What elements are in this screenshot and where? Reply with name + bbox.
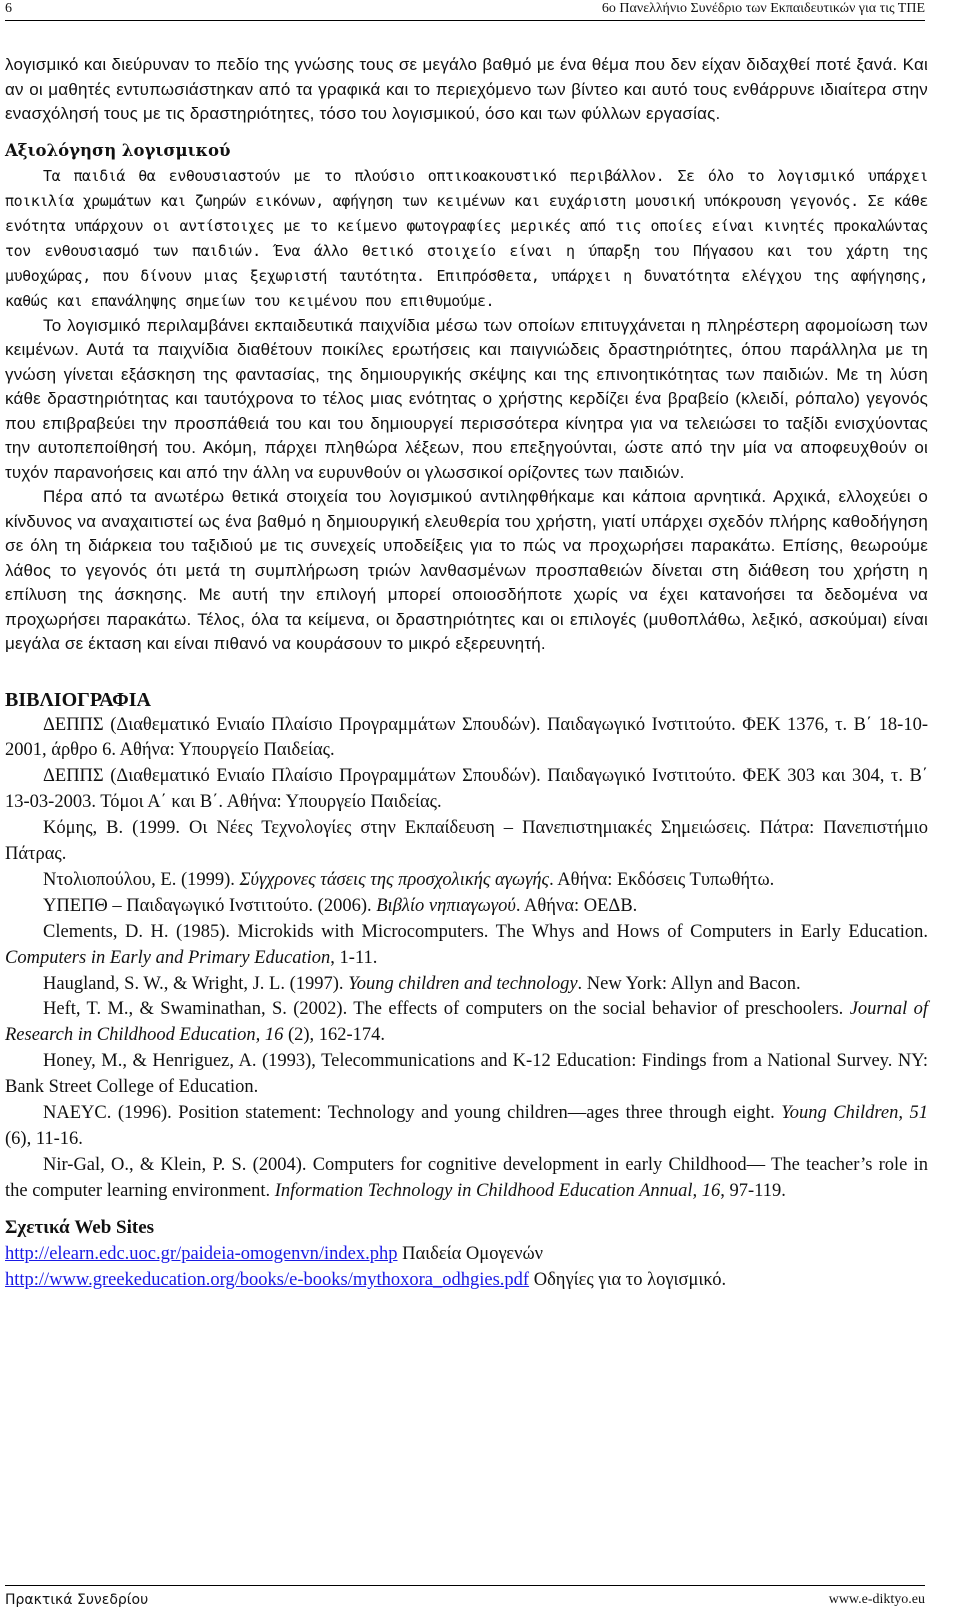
- evaluation-heading: Αξιολόγηση λογισμικού: [5, 140, 231, 160]
- website-link[interactable]: http://www.greekeducation.org/books/e-books/mythoxora_odhgies.pdf: [5, 1269, 530, 1290]
- reference-item: Heft, T. M., & Swaminathan, S. (2002). The effects of computers on the social behavior of preschoolers. Journal of Research in Childhood Education, 16 (2), 162-174.: [5, 999, 928, 1046]
- page-body: [5, 53, 928, 1293]
- website-list: [5, 1241, 928, 1293]
- page-number: 6: [5, 1, 12, 16]
- evaluation-paragraph-2: Το λογισμικό περιλαμβάνει εκπαιδευτικά παιχνίδια μέσω των οποίων επιτυγχάνεται η πληρέστερη αφομοίωση των κειμένων. Αυτά τα παιχνίδια διαθέτουν ποικίλες ερωτήσεις και παιγνιώδεις δραστηριότητες, όπου παράλληλα με τη γνώση γίνεται εξάσκηση της φαντασίας, της δημιουργικής σκέψης και της επινοητικότητας των παιδιών. Με τη λύση κάθε δραστηριότητας και ταυτόχρονα το τέλος μιας ενότητας ο χρήστης κερδίζει ένα βραβείο (κλειδί, ρόπαλο) γεγονός που επιβραβεύει την προσπάθειά του και του δημιουργεί περισσότερα κίνητρα για να τελειώσει το ταξίδι ενισχύοντας την αυτοπεποίθησή του. Ακόμη, πάρχει πληθώρα λέξεων, που επεξηγούνται, ώστε από την μία να αποφευχθούν οι τυχόν παρανοήσεις και από την άλλη να ευρυνθούν οι γλωσσικοί ορίζοντες των παιδιών.: [5, 315, 928, 482]
- website-description: Οδηγίες για το λογισμικό.: [529, 1269, 727, 1290]
- website-link[interactable]: http://elearn.edc.uoc.gr/paideia-omogenvn/index.php: [5, 1243, 398, 1264]
- website-description: Παιδεία Ομογενών: [397, 1243, 543, 1264]
- evaluation-paragraph-3: Πέρα από τα ανωτέρω θετικά στοιχεία του λογισμικού αντιληφθήκαμε και κάποια αρνητικά. Αρχικά, ελλοχεύει ο κίνδυνος να αναχαιτιστεί ως ένα βαθμό η δημιουργική ελευθερία του χρήστη, γιατί υπάρχει σχεδόν πλήρης καθοδήγηση σε όλη τη διάρκεια του ταξιδιού με τις συνεχείς υποδείξεις για το πώς να προχωρήσει παρακάτω. Επίσης, θεωρούμε λάθος το γεγονός ότι μετά τη συμπλήρωση τριών λανθασμένων προσπαθειών δίνεται στη διάθεση του χρήστη η επίλυση της άσκησης. Με αυτή την επιλογή μπορεί οποιοσδήποτε χωρίς να έχει κατανοήσει τα δεδομένα να προχωρήσει παρακάτω. Τέλος, όλα τα κείμενα, οι δραστηριότητες και οι επιλογές (μυθοπλάθω, λεξικό, ασκούμαι) είναι μεγάλα σε έκταση και είναι πιθανό να κουράσουν το μικρό εξερευνητή.: [5, 487, 928, 653]
- bibliography-heading: ΒΙΒΛΙΟΓΡΑΦΙΑ: [5, 688, 151, 711]
- page-footer: [5, 1585, 925, 1608]
- reference-item: Nir-Gal, O., & Klein, P. S. (2004). Computers for cognitive development in early Childhood— The teacher’s role in the computer learning environment. Information Technology in Childhood Education Annual, 16, 97-119.: [5, 1154, 928, 1201]
- footer-website: www.e-diktyo.eu: [828, 1592, 925, 1607]
- website-item: [5, 1267, 928, 1293]
- websites-heading: Σχετικά Web Sites: [5, 1216, 155, 1238]
- footer-proceedings: Πρακτικά Συνεδρίου: [5, 1592, 149, 1608]
- reference-item: Ντολιοπούλου, Ε. (1999). Σύγχρονες τάσεις της προσχολικής αγωγής. Αθήνα: Εκδόσεις Τυπωθήτω.: [43, 869, 775, 890]
- website-item: [5, 1241, 928, 1267]
- reference-item: ΥΠΕΠΘ – Παιδαγωγικό Ινστιτούτο. (2006). Βιβλίο νηπιαγωγού. Αθήνα: ΟΕΔΒ.: [43, 895, 638, 916]
- conference-title: 6ο Πανελλήνιο Συνέδριο των Εκπαιδευτικών για τις ΤΠΕ: [601, 1, 925, 16]
- reference-item: Honey, M., & Henriguez, A. (1993), Telecommunications and K-12 Education: Findings from a National Survey. NY: Bank Street College of Education.: [5, 1051, 928, 1098]
- reference-item: Clements, D. H. (1985). Microkids with Microcomputers. The Whys and Hows of Computers in Early Education. Computers in Early and Primary Education, 1-11.: [5, 921, 928, 968]
- reference-item: Κόμης, Β. (1999. Οι Νέες Τεχνολογίες στην Εκπαίδευση – Πανεπιστημιακές Σημειώσεις. Πάτρα: Πανεπιστήμιο Πάτρας.: [5, 818, 928, 865]
- reference-item: ΔΕΠΠΣ (Διαθεματικό Ενιαίο Πλαίσιο Προγραμμάτων Σπουδών). Παιδαγωγικό Ινστιτούτο. ΦΕΚ 1376, τ. Β΄ 18-10-2001, άρθρο 6. Αθήνα: Υπουργείο Παιδείας.: [5, 714, 928, 761]
- evaluation-paragraph-1: Τα παιδιά θα ενθουσιαστούν με το πλούσιο οπτικοακουστικό περιβάλλον. Σε όλο το λογισμικό υπάρχει ποικιλία χρωμάτων και ζωηρών εικόνων, αφήγηση των κειμένων και ευχάριστη μουσική υπόκρουση γεγονός. Σε κάθε ενότητα υπάρχουν οι αντίστοιχες με το κείμενο φωτογραφίες μερικές από τις οποίες είναι κινητές προκαλώντας τον ενθουσιασμό των παιδιών. Ένα άλλο θετικό στοιχείο είναι η ύπαρξη του Πήγασου και του χάρτη της μυθοχώρας, που δίνουν μιας ξεχωριστή ταυτότητα. Επιπρόσθετα, υπάρχει η δυνατότητα ελέγχου της αφήγησης, καθώς και επανάληψης σημείων του κειμένου που επιθυμούμε.: [5, 166, 928, 310]
- reference-list: [5, 713, 928, 1205]
- reference-item: ΔΕΠΠΣ (Διαθεματικό Ενιαίο Πλαίσιο Προγραμμάτων Σπουδών). Παιδαγωγικό Ινστιτούτο. ΦΕΚ 303 και 304, τ. Β΄ 13-03-2003. Τόμοι Α΄ και Β΄. Αθήνα: Υπουργείο Παιδείας.: [5, 766, 928, 813]
- reference-item: NAEYC. (1996). Position statement: Technology and young children—ages three through eight. Young Children, 51 (6), 11-16.: [5, 1103, 928, 1149]
- reference-item: Haugland, S. W., & Wright, J. L. (1997). Young children and technology. New York: Allyn and Bacon.: [43, 973, 801, 994]
- page-header: [5, 0, 925, 21]
- intro-paragraph: λογισμικό και διεύρυναν το πεδίο της γνώσης τους σε μεγάλο βαθμό με ένα θέμα που δεν είχαν διδαχθεί ποτέ ξανά. Και αν οι μαθητές εντυπωσιάστηκαν από τα γραφικά και το περιεχόμενο των βίντεο και αυτό τους ενθάρρυνε ιδιαίτερα στην ενασχόλησή τους με τις δραστηριότητες, τόσο του λογισμικού, όσο και των φύλλων εργασίας.: [5, 55, 928, 123]
